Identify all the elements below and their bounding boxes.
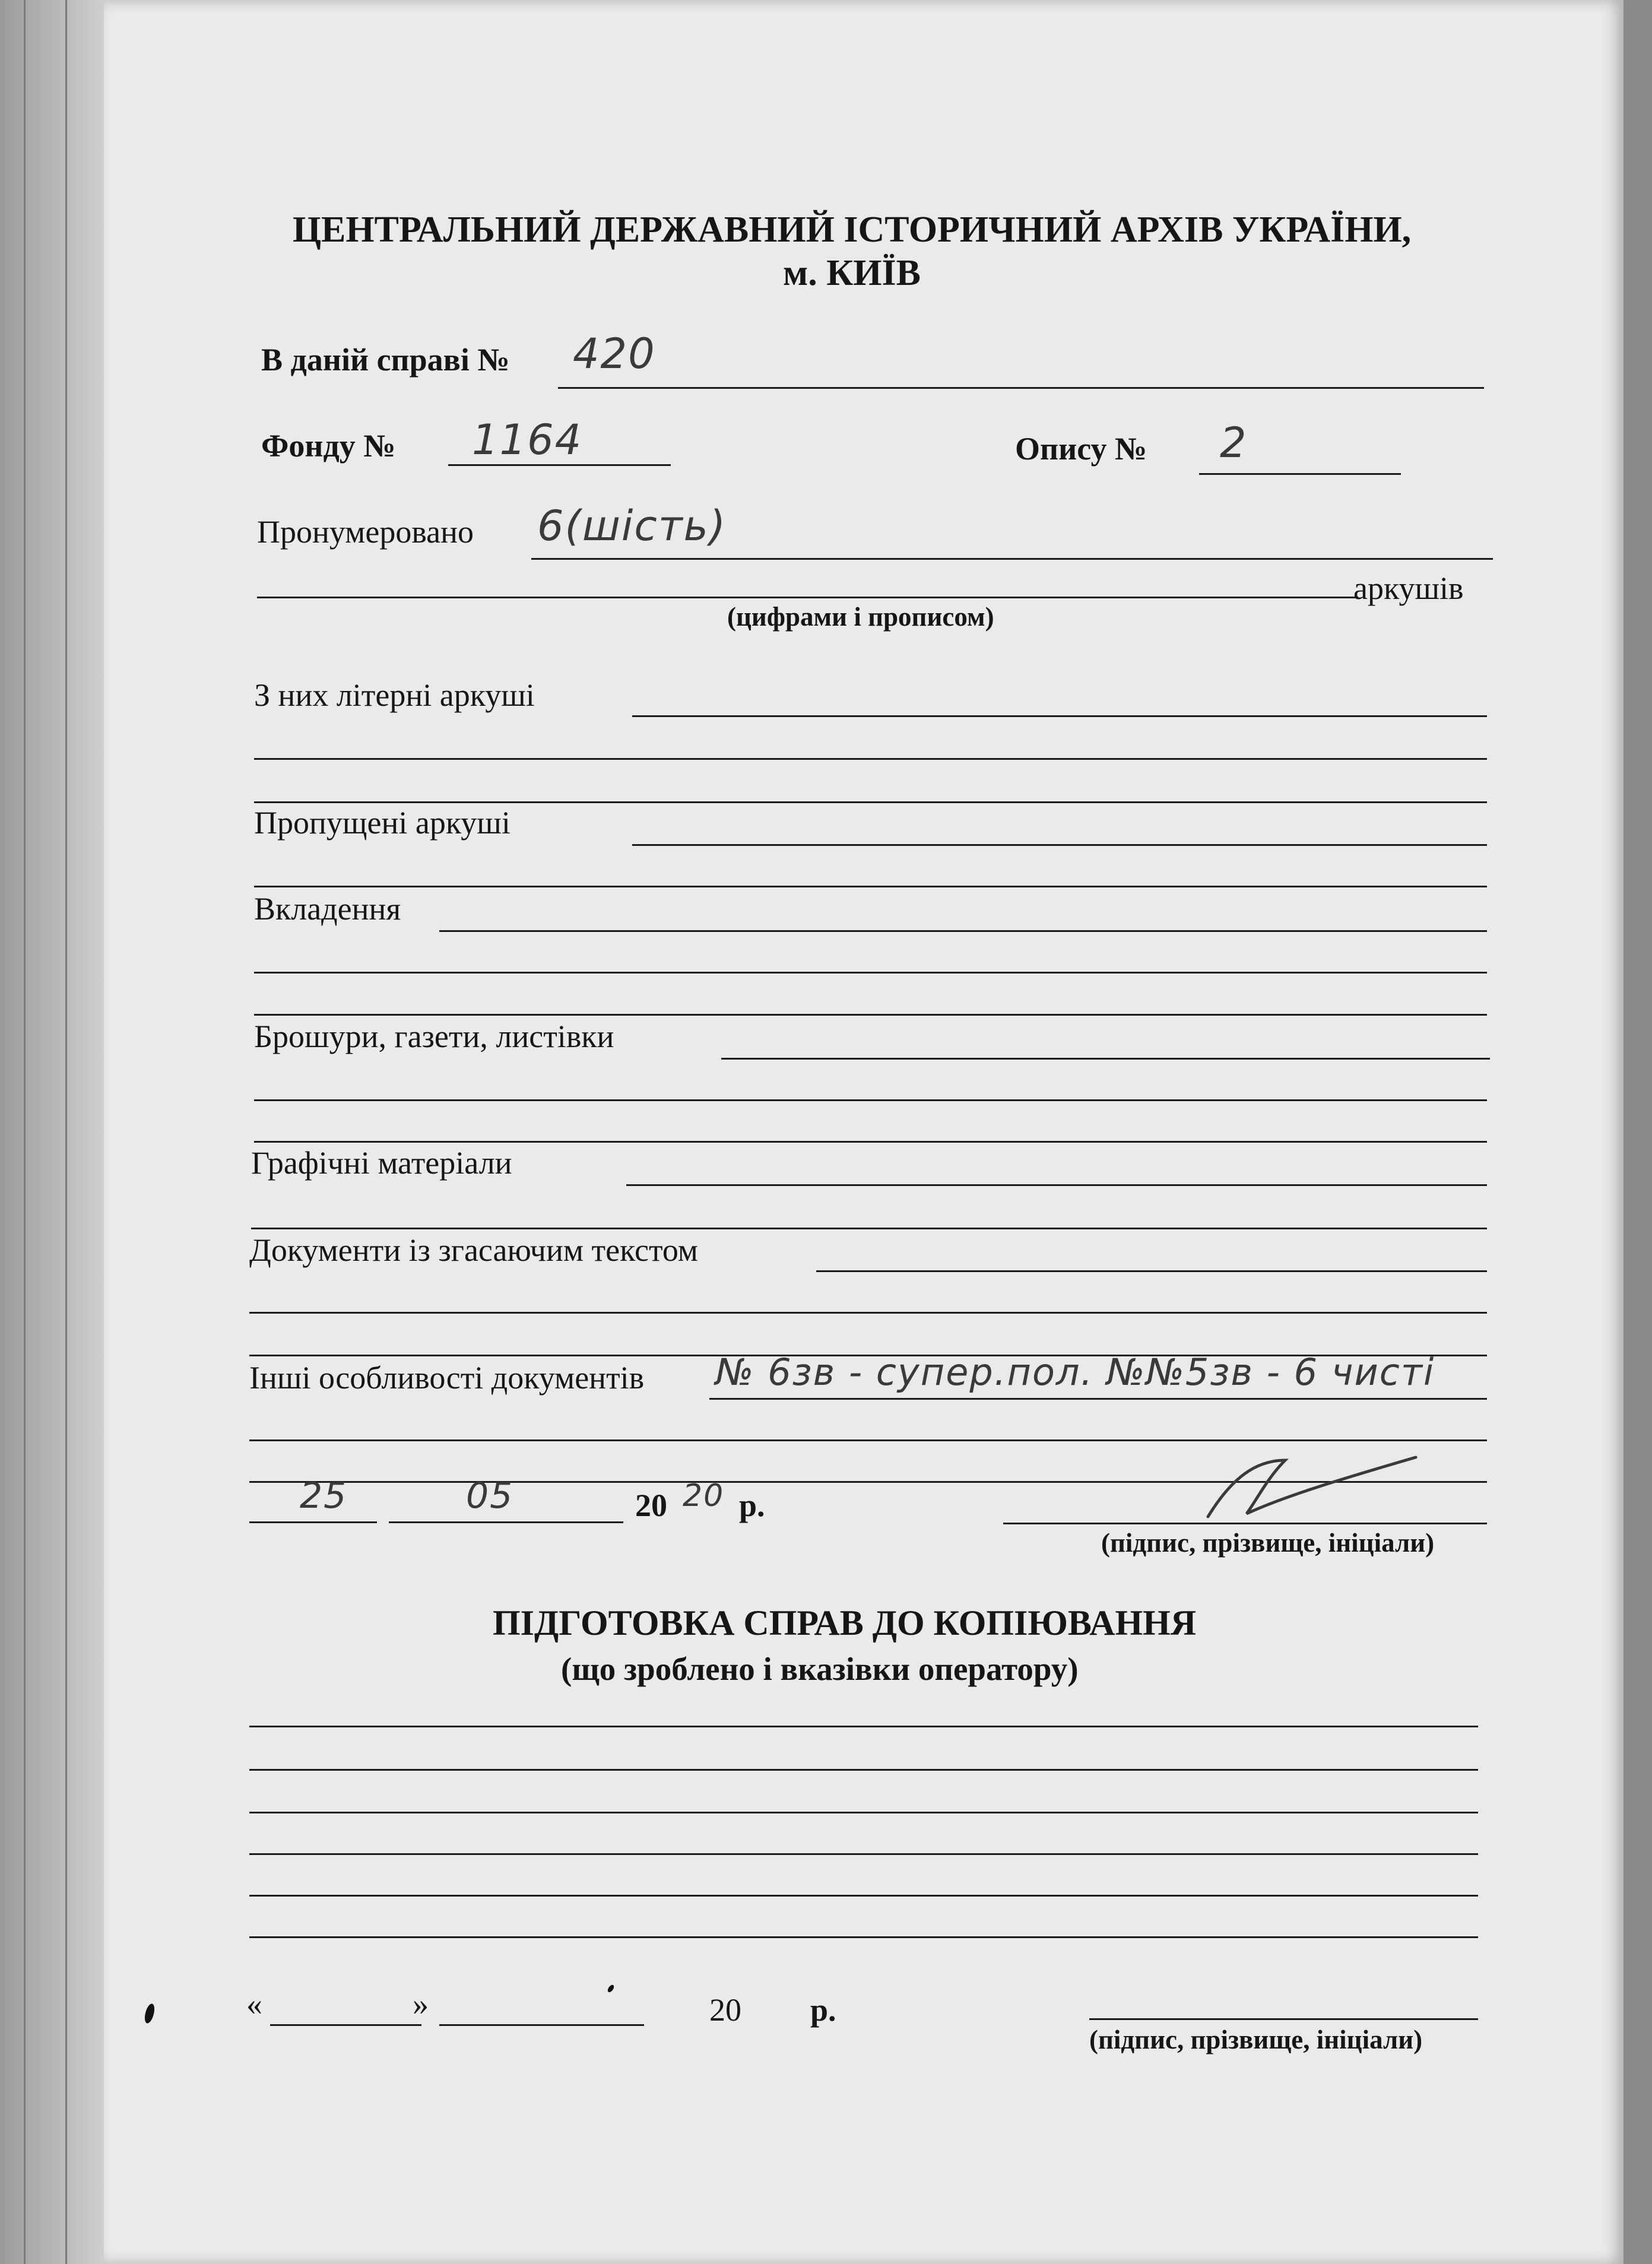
graphics-line	[626, 1184, 1487, 1186]
letter-sheets-line	[632, 715, 1487, 717]
case-number-label: В даній справі №	[261, 342, 510, 378]
binding-edge	[0, 0, 104, 2264]
missing-sheets-line-2	[254, 886, 1487, 887]
other-features-value: № 6зв - супер.пол. №№5зв - 6 чисті	[715, 1350, 1435, 1394]
copying-year-prefix: 20	[709, 1992, 741, 2028]
other-features-label: Інші особливості документів	[249, 1360, 645, 1396]
copying-month-line	[439, 2024, 644, 2026]
fading-text-label: Документи із згасаючим текстом	[249, 1232, 698, 1268]
brochures-line-3	[254, 1141, 1487, 1143]
opys-value: 2	[1220, 418, 1248, 467]
case-number-line	[558, 387, 1484, 389]
copying-line-3	[249, 1812, 1478, 1813]
case-number-value: 420	[573, 329, 656, 378]
archive-form-page	[104, 0, 1624, 2264]
edge-line	[24, 0, 26, 2264]
copying-signature-line	[1089, 2018, 1478, 2020]
copying-line-6	[249, 1936, 1478, 1938]
opys-label: Опису №	[1015, 431, 1147, 467]
date-month-value: 05	[466, 1475, 514, 1517]
copying-signature-caption: (підпис, прізвище, ініціали)	[1089, 2025, 1423, 2054]
brochures-label: Брошури, газети, листівки	[254, 1019, 614, 1054]
fond-label: Фонду №	[261, 428, 396, 464]
numbered-label: Пронумеровано	[257, 514, 474, 550]
year-suffix: р.	[739, 1488, 765, 1523]
numbered-line	[531, 558, 1493, 560]
numbered-line-2	[257, 597, 1358, 598]
letter-sheets-label: З них літерні аркуші	[254, 677, 535, 713]
opys-line	[1199, 473, 1401, 475]
copying-quote-close: »	[413, 1986, 429, 2022]
edge-line	[65, 0, 67, 2264]
copying-title: ПІДГОТОВКА СПРАВ ДО КОПІЮВАННЯ	[493, 1603, 1197, 1642]
copying-line-1	[249, 1726, 1478, 1727]
copying-day-line	[270, 2024, 421, 2026]
other-features-line	[709, 1398, 1487, 1400]
fading-text-line-2	[249, 1312, 1487, 1314]
signature-caption: (підпис, прізвище, ініціали)	[1101, 1528, 1435, 1558]
copying-subtitle: (що зроблено і вказівки оператору)	[561, 1651, 1079, 1687]
copying-line-5	[249, 1895, 1478, 1897]
letter-sheets-line-3	[254, 801, 1487, 803]
copying-line-2	[249, 1769, 1478, 1771]
copying-line-4	[249, 1853, 1478, 1855]
other-features-line-2	[249, 1439, 1487, 1441]
graphics-line-2	[251, 1228, 1487, 1229]
missing-sheets-label: Пропущені аркуші	[254, 805, 510, 841]
date-day-value: 25	[300, 1475, 348, 1517]
graphics-label: Графічні матеріали	[251, 1145, 512, 1181]
year-prefix: 20	[635, 1488, 667, 1523]
brochures-line-2	[254, 1099, 1487, 1101]
date-day-line	[249, 1521, 377, 1523]
sheets-suffix: аркушів	[1353, 570, 1464, 606]
attachments-line-2	[254, 972, 1487, 974]
attachments-label: Вкладення	[254, 891, 401, 927]
archive-city: м. КИЇВ	[783, 253, 921, 293]
attachments-line-3	[254, 1014, 1487, 1016]
archive-title: ЦЕНТРАЛЬНИЙ ДЕРЖАВНИЙ ІСТОРИЧНИЙ АРХІВ УКРАЇНИ,	[292, 210, 1412, 250]
date-month-line	[389, 1521, 623, 1523]
fond-value: 1164	[472, 416, 583, 464]
signature-mark	[1190, 1442, 1428, 1526]
copying-year-suffix: р.	[810, 1992, 836, 2028]
missing-sheets-line	[632, 844, 1487, 846]
numbered-caption: (цифрами і прописом)	[727, 602, 994, 632]
year-value: 20	[683, 1478, 725, 1514]
fading-text-line	[816, 1270, 1487, 1272]
numbered-value: 6(шість)	[537, 502, 727, 550]
letter-sheets-line-2	[254, 758, 1487, 760]
fond-line	[448, 464, 671, 466]
brochures-line	[721, 1058, 1490, 1060]
ink-speck	[607, 1984, 616, 1993]
attachments-line	[439, 930, 1487, 932]
copying-quote-open: «	[246, 1986, 262, 2022]
